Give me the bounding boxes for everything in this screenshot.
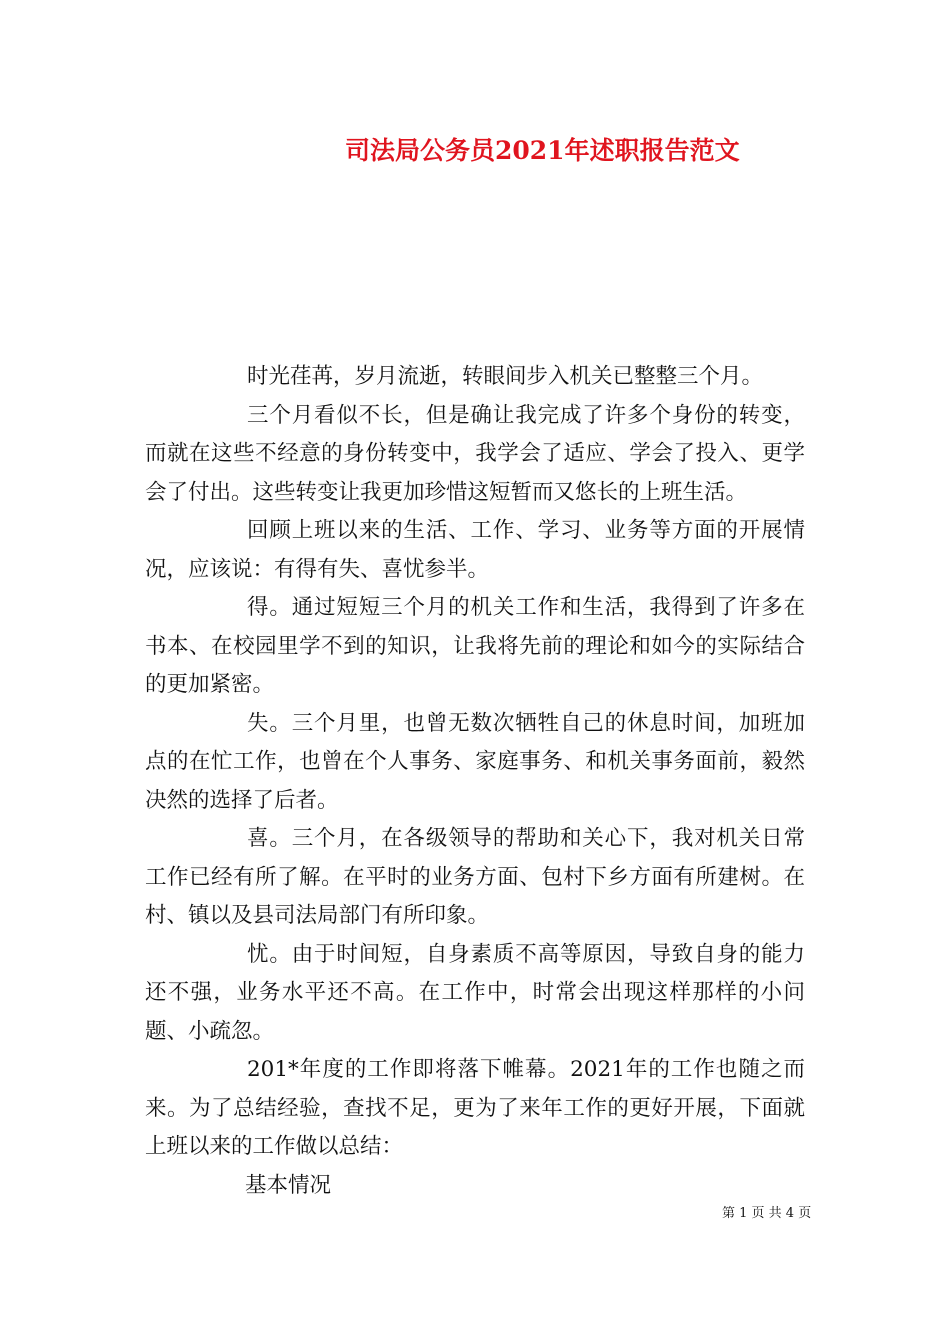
paragraph-summary-intro: 201*年度的工作即将落下帷幕。2021年的工作也随之而来。为了总结经验，查找不足，更为了来年工作的更好开展，下面就上班以来的工作做以总结： (145, 1057, 805, 1159)
paragraph-gain: 得。通过短短三个月的机关工作和生活，我得到了许多在书本、在校园里学不到的知识，让我将先前的理论和如今的实际结合的更加紧密。 (145, 595, 805, 697)
page-number-footer: 第 1 页 共 4 页 (722, 1206, 812, 1221)
document-body (145, 358, 805, 1205)
paragraph-review: 回顾上班以来的生活、工作、学习、业务等方面的开展情况，应该说：有得有失、喜忧参半。 (145, 518, 805, 582)
paragraph-joy: 喜。三个月，在各级领导的帮助和关心下，我对机关日常工作已经有所了解。在平时的业务方面、包村下乡方面有所建树。在村、镇以及县司法局部门有所印象。 (145, 826, 805, 928)
section-heading-basic-situation: 基本情况 (245, 1172, 332, 1198)
document-title: 司法局公务员2021年述职报告范文 (345, 136, 740, 165)
paragraph-worry: 忧。由于时间短，自身素质不高等原因，导致自身的能力还不强，业务水平还不高。在工作中，时常会出现这样那样的小问题、小疏忽。 (145, 941, 805, 1044)
paragraph-loss: 失。三个月里，也曾无数次牺牲自己的休息时间，加班加点的在忙工作，也曾在个人事务、家庭事务、和机关事务面前，毅然决然的选择了后者。 (145, 710, 805, 813)
paragraph-transformation: 三个月看似不长，但是确让我完成了许多个身份的转变，而就在这些不经意的身份转变中，我学会了适应、学会了投入、更学会了付出。这些转变让我更加珍惜这短暂而又悠长的上班生活。 (145, 402, 805, 505)
paragraph-intro: 时光荏苒，岁月流逝，转眼间步入机关已整整三个月。 (247, 364, 764, 389)
